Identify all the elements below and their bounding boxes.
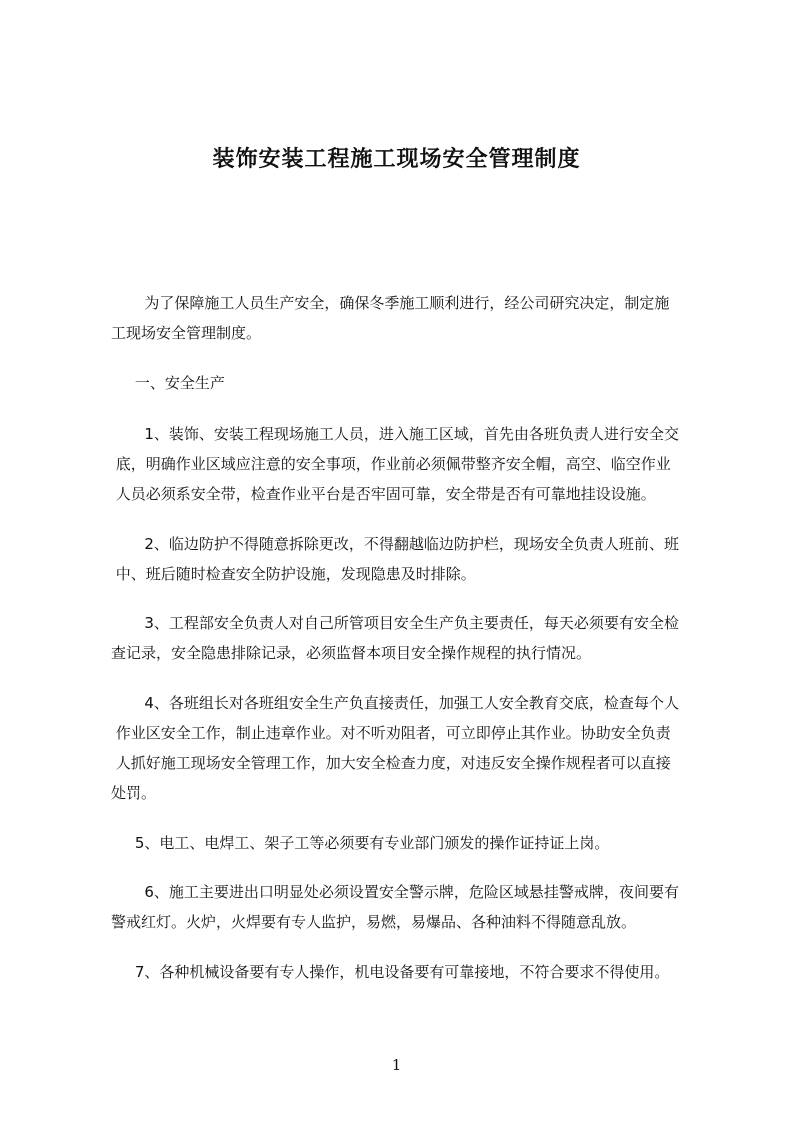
page-number: 1 xyxy=(391,1056,402,1074)
intro-line-1: 为了保障施工人员生产安全，确保冬季施工顺利进行，经公司研究决定，制定施 xyxy=(111,294,670,312)
page-title: 装饰安装工程施工现场安全管理制度 xyxy=(212,147,581,172)
section-1-heading: 一、安全生产 xyxy=(111,374,225,392)
item-4-line-3: 人抓好施工现场安全管理工作，加大安全检查力度，对违反安全操作规程者可以直接 xyxy=(111,754,671,772)
item-5-line-1: 5、电工、电焊工、架子工等必须要有专业部门颁发的操作证持证上岗。 xyxy=(111,834,610,852)
item-4-line-4: 处罚。 xyxy=(111,784,157,802)
item-1-line-3: 人员必须系安全带，检查作业平台是否牢固可靠，安全带是否有可靠地挂设设施。 xyxy=(111,485,656,503)
item-2-line-1: 2、临边防护不得随意拆除更改，不得翻越临边防护栏，现场安全负责人班前、班 xyxy=(111,535,679,553)
item-6-line-1: 6、施工主要进出口明显处必须设置安全警示牌，危险区域悬挂警戒牌，夜间要有 xyxy=(111,883,679,901)
item-4-line-2: 作业区安全工作，制止违章作业。对不听劝阻者，可立即停止其作业。协助安全负责 xyxy=(111,724,671,742)
item-6-line-2: 警戒红灯。火炉，火焊要有专人监护，易燃，易爆品、各种油料不得随意乱放。 xyxy=(111,913,637,931)
item-1-line-2: 底，明确作业区域应注意的安全事项，作业前必须佩带整齐安全帽，高空、临空作业 xyxy=(111,455,671,473)
item-2-line-2: 中、班后随时检查安全防护设施，发现隐患及时排除。 xyxy=(111,565,476,583)
intro-line-2: 工现场安全管理制度。 xyxy=(111,324,262,342)
item-7-line-1: 7、各种机械设备要有专人操作，机电设备要有可靠接地，不符合要求不得使用。 xyxy=(111,963,670,981)
item-3-line-2: 查记录，安全隐患排除记录，必须监督本项目安全操作规程的执行情况。 xyxy=(111,644,592,662)
item-3-line-1: 3、工程部安全负责人对自己所管项目安全生产负主要责任，每天必须要有安全检 xyxy=(111,614,679,632)
item-1-line-1: 1、装饰、安装工程现场施工人员，进入施工区域，首先由各班负责人进行安全交 xyxy=(111,425,679,443)
item-4-line-1: 4、各班组长对各班组安全生产负直接责任，加强工人安全教育交底，检查每个人 xyxy=(111,694,679,712)
